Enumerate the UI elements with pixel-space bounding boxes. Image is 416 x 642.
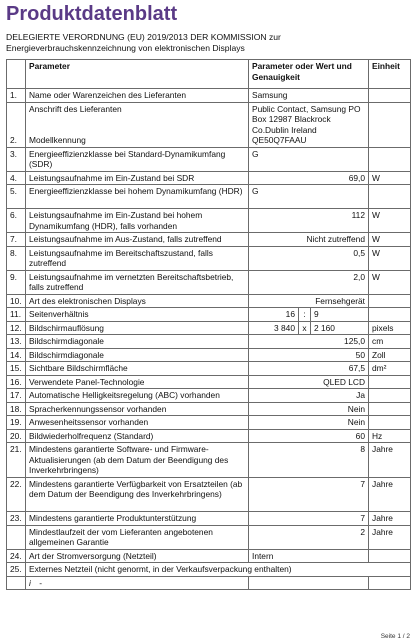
row-number: 10.	[7, 294, 26, 308]
row-unit: W	[369, 270, 411, 294]
row-value: Intern	[249, 549, 369, 563]
row-parameter	[26, 576, 249, 590]
row-number: 24.	[7, 549, 26, 563]
row-value: 0,5	[249, 246, 369, 270]
row-number: 19.	[7, 416, 26, 430]
row-value: 2	[249, 525, 369, 549]
row-parameter: Mindestlaufzeit der vom Lieferanten angebotenen allgemeinen Garantie	[26, 525, 249, 549]
row-value: G	[249, 147, 369, 171]
resolution-vertical: 2 160	[311, 321, 369, 335]
table-row	[7, 270, 411, 294]
row-parameter: Mindestens garantierte Verfügbarkeit von Ersatzteilen (ab dem Datum der Beendigung des Inverkehrbringens)	[26, 477, 249, 512]
table-row	[7, 429, 411, 443]
table-row	[7, 549, 411, 563]
row-value: Nicht zutreffend	[249, 233, 369, 247]
row-parameter: Bildschirmdiagonale	[26, 348, 249, 362]
row-unit: W	[369, 171, 411, 185]
aspect-ratio-width: 16	[249, 308, 299, 322]
row-parameter: Bildschirmauflösung	[26, 321, 249, 335]
row-value: 60	[249, 429, 369, 443]
row-number: 15.	[7, 362, 26, 376]
row-value: 8	[249, 443, 369, 478]
row-number	[7, 525, 26, 549]
row-unit: W	[369, 246, 411, 270]
power-supply-index: i	[29, 577, 31, 588]
row-value: Nein	[249, 402, 369, 416]
row-unit: W	[369, 233, 411, 247]
table-row	[7, 389, 411, 403]
row-parameter: Art des elektronischen Displays	[26, 294, 249, 308]
row-number: 5.	[7, 185, 26, 209]
table-row	[7, 185, 411, 209]
row-value: Ja	[249, 389, 369, 403]
row-value: Fernsehgerät	[249, 294, 369, 308]
table-row	[7, 563, 411, 577]
row-unit: Jahre	[369, 477, 411, 512]
header-unit: Einheit	[369, 60, 411, 89]
table-row	[7, 525, 411, 549]
row-value: 112	[249, 209, 369, 233]
row-parameter: Sichtbare Bildschirmfläche	[26, 362, 249, 376]
row-unit: W	[369, 209, 411, 233]
row-value: 67,5	[249, 362, 369, 376]
row-parameter: Energieeffizienzklasse bei Standard-Dynamikumfang (SDR)	[26, 147, 249, 171]
row-number: 12.	[7, 321, 26, 335]
row-unit	[369, 416, 411, 430]
row-parameter: Energieeffizienzklasse bei hohem Dynamikumfang (HDR)	[26, 185, 249, 209]
supplier-address: Public Contact, Samsung PO Box 12987 Blackrock Co.Dublin Ireland	[252, 103, 361, 135]
row-value: 125,0	[249, 335, 369, 349]
row-value: 7	[249, 512, 369, 526]
row-unit	[369, 389, 411, 403]
row-number: 3.	[7, 147, 26, 171]
table-header-row	[7, 60, 411, 89]
row-unit	[369, 185, 411, 209]
product-data-table	[6, 59, 411, 590]
table-row	[7, 512, 411, 526]
row-number: 22.	[7, 477, 26, 512]
row-unit	[369, 576, 411, 590]
row-parameter: Mindestens garantierte Software- und Firmware-Aktualisierungen (ab dem Datum der Beendigung des Inverkehrbringens)	[26, 443, 249, 478]
aspect-ratio-separator: :	[299, 308, 311, 322]
row-number: 21.	[7, 443, 26, 478]
row-number: 9.	[7, 270, 26, 294]
row-parameter: Leistungsaufnahme im Ein-Zustand bei SDR	[26, 171, 249, 185]
row-parameter: Externes Netzteil (nicht genormt, in der Verkaufsverpackung enthalten)	[26, 563, 411, 577]
regulation-subtitle: DELEGIERTE VERORDNUNG (EU) 2019/2013 DER KOMMISSION zur Energieverbrauchskennzeichnung von elektronischen Displays	[6, 32, 281, 53]
row-unit: Jahre	[369, 525, 411, 549]
row-parameter: Leistungsaufnahme im vernetzten Bereitschaftsbetrieb, falls zutreffend	[26, 270, 249, 294]
row-parameter: Mindestens garantierte Produktunterstützung	[26, 512, 249, 526]
row-unit: Zoll	[369, 348, 411, 362]
row-value: 69,0	[249, 171, 369, 185]
row-unit	[369, 308, 411, 322]
row-number	[7, 576, 26, 590]
row-unit	[369, 102, 411, 147]
row-number: 7.	[7, 233, 26, 247]
header-num	[7, 60, 26, 89]
row-number: 13.	[7, 335, 26, 349]
row-value: Samsung	[249, 89, 369, 103]
header-parameter: Parameter	[26, 60, 249, 89]
table-row	[7, 576, 411, 590]
row-number: 8.	[7, 246, 26, 270]
table-row	[7, 102, 411, 147]
row-parameter: Art der Stromversorgung (Netzteil)	[26, 549, 249, 563]
row-parameter: Bildwiederholfrequenz (Standard)	[26, 429, 249, 443]
table-row	[7, 308, 411, 322]
row-number: 16.	[7, 375, 26, 389]
row-unit	[369, 402, 411, 416]
row-number: 14.	[7, 348, 26, 362]
row-unit: dm²	[369, 362, 411, 376]
row-parameter: Seitenverhältnis	[26, 308, 249, 322]
row-number: 25.	[7, 563, 26, 577]
power-supply-dash: -	[39, 577, 42, 588]
table-row	[7, 443, 411, 478]
row-parameter: Anwesenheitssensor vorhanden	[26, 416, 249, 430]
table-row	[7, 335, 411, 349]
row-parameter: Leistungsaufnahme im Aus-Zustand, falls zutreffend	[26, 233, 249, 247]
row-parameter	[26, 102, 249, 147]
row-parameter: Leistungsaufnahme im Bereitschaftszustand, falls zutreffend	[26, 246, 249, 270]
row-parameter: Bildschirmdiagonale	[26, 335, 249, 349]
row-number: 6.	[7, 209, 26, 233]
row-parameter-address: Anschrift des Lieferanten	[29, 103, 122, 114]
row-unit	[369, 147, 411, 171]
table-row	[7, 362, 411, 376]
row-value	[249, 576, 369, 590]
row-value	[249, 102, 369, 147]
table-row	[7, 402, 411, 416]
header-value: Parameter oder Wert und Genauigkeit	[249, 60, 369, 89]
table-row	[7, 348, 411, 362]
row-number: 23.	[7, 512, 26, 526]
row-value: Nein	[249, 416, 369, 430]
row-value: 2,0	[249, 270, 369, 294]
row-parameter: Name oder Warenzeichen des Lieferanten	[26, 89, 249, 103]
table-row	[7, 171, 411, 185]
row-unit	[369, 89, 411, 103]
row-value: 7	[249, 477, 369, 512]
row-unit: Jahre	[369, 512, 411, 526]
row-unit: Jahre	[369, 443, 411, 478]
row-value: QLED LCD	[249, 375, 369, 389]
row-value: 50	[249, 348, 369, 362]
table-row	[7, 321, 411, 335]
row-unit: Hz	[369, 429, 411, 443]
row-number: 1.	[7, 89, 26, 103]
row-value: G	[249, 185, 369, 209]
row-number: 4.	[7, 171, 26, 185]
row-number: 17.	[7, 389, 26, 403]
row-parameter: Automatische Helligkeitsregelung (ABC) vorhanden	[26, 389, 249, 403]
table-row	[7, 89, 411, 103]
row-number: 2.	[7, 102, 26, 147]
row-parameter: Spracherkennungssensor vorhanden	[26, 402, 249, 416]
row-unit	[369, 375, 411, 389]
aspect-ratio-height: 9	[311, 308, 369, 322]
page-number: Seite 1 / 2	[380, 633, 410, 640]
row-number: 11.	[7, 308, 26, 322]
table-row	[7, 233, 411, 247]
row-parameter-model: Modellkennung	[29, 135, 86, 145]
table-row	[7, 416, 411, 430]
page-title: Produktdatenblatt	[6, 3, 178, 25]
row-unit: cm	[369, 335, 411, 349]
row-number: 18.	[7, 402, 26, 416]
row-number: 20.	[7, 429, 26, 443]
table-row	[7, 147, 411, 171]
model-identifier: QE50Q7FAAU	[252, 135, 307, 145]
row-parameter: Verwendete Panel-Technologie	[26, 375, 249, 389]
row-parameter: Leistungsaufnahme im Ein-Zustand bei hohem Dynamikumfang (HDR), falls vorhanden	[26, 209, 249, 233]
row-unit	[369, 294, 411, 308]
row-unit	[369, 549, 411, 563]
row-unit: pixels	[369, 321, 411, 335]
resolution-horizontal: 3 840	[249, 321, 299, 335]
resolution-separator: x	[299, 321, 311, 335]
table-row	[7, 477, 411, 512]
table-row	[7, 375, 411, 389]
table-row	[7, 294, 411, 308]
table-row	[7, 246, 411, 270]
table-row	[7, 209, 411, 233]
